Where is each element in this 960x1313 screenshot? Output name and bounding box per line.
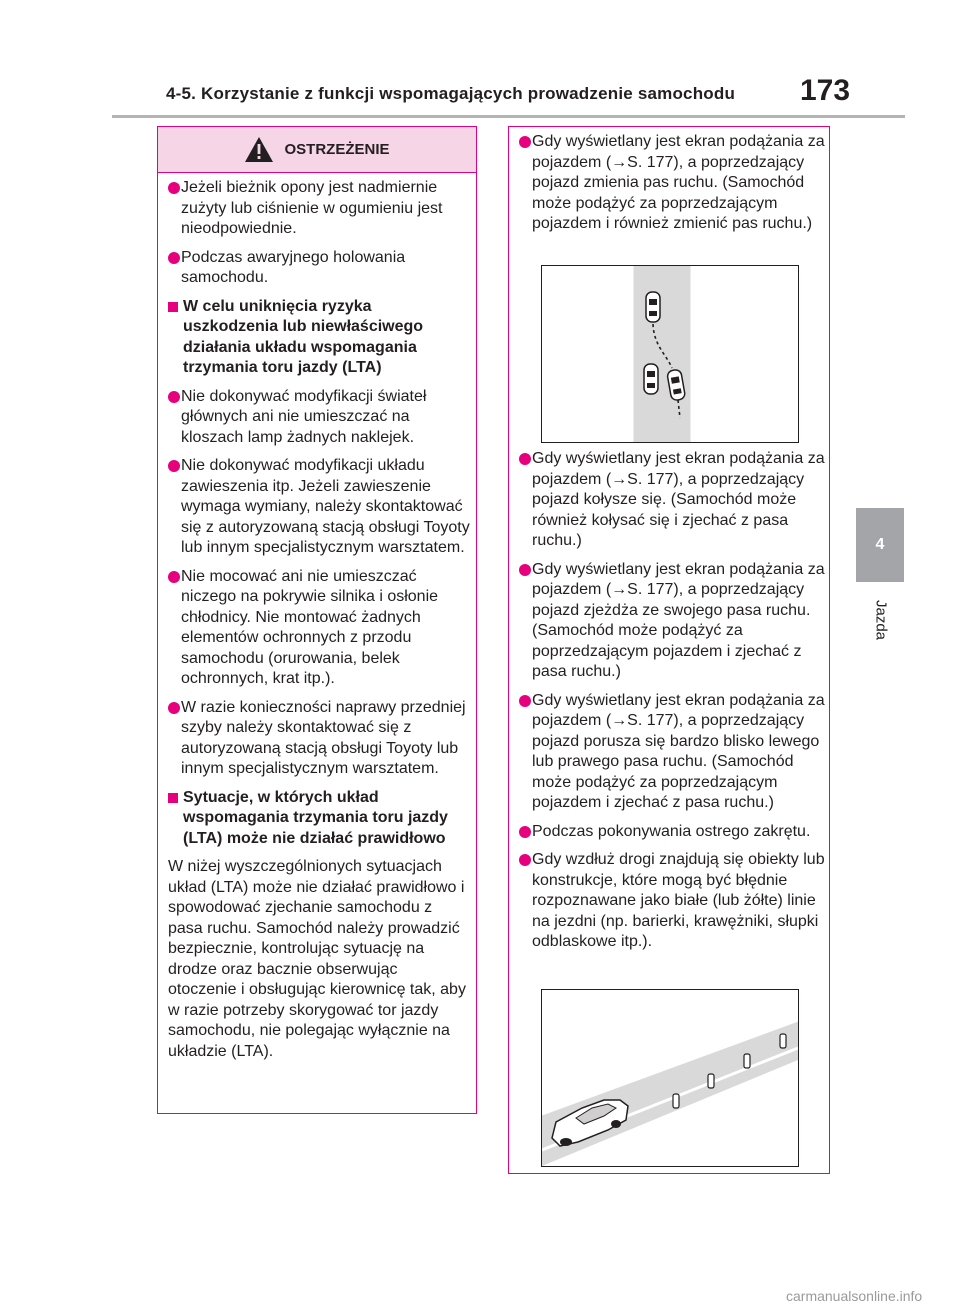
section-heading xyxy=(168,788,470,850)
list-item xyxy=(519,691,825,814)
item-text: Nie mocować ani nie umieszczać niczego na pokrywie silnika i osłonie chłodnicy. Nie montować żadnych elementów ochronnych z przodu samochodu (orurowania, belek ochronnych, krat itp.). xyxy=(181,567,439,687)
bullet-icon xyxy=(519,136,531,148)
roadside-posts-illustration xyxy=(541,989,799,1167)
list-item xyxy=(168,567,470,690)
item-text: Podczas pokonywania ostrego zakrętu. xyxy=(532,822,811,840)
item-text: Gdy wzdłuż drogi znajdują się obiekty lub konstrukcje, które mogą być błędnie rozpoznawane jako białe (lub żółte) linie na jezdni (np. barierki, krawężniki, słupki odblaskowe itp.). xyxy=(532,851,825,950)
header-rule xyxy=(112,115,905,118)
list-item xyxy=(168,698,470,780)
section-heading xyxy=(168,297,470,379)
item-text: Nie dokonywać modyfikacji układu zawieszenia itp. Jeżeli zawieszenie wymaga wymiany, należy skontaktować się z autoryzowaną stacją obsługi Toyoty lub innym specjalistycznym warsztatem. xyxy=(181,457,470,556)
bullet-icon xyxy=(168,182,180,194)
square-bullet-icon xyxy=(168,793,178,803)
bullet-icon xyxy=(168,460,180,472)
bullet-icon xyxy=(519,453,531,465)
item-text: Gdy wyświetlany jest ekran podążania za pojazdem (→S. 177), a poprzedzający pojazd zmienia pas ruchu. (Samochód może podążyć za poprzedzającym pojazdem i również zmienić pas ruchu.) xyxy=(532,133,825,232)
warning-box-right xyxy=(508,126,830,1174)
list-item xyxy=(168,456,470,559)
left-column xyxy=(168,178,470,1062)
item-text: Gdy wyświetlany jest ekran podążania za pojazdem (→S. 177), a poprzedzający pojazd porusza się bardzo blisko lewego lub prawego pasa ruchu. (Samochód może podążyć za poprzedzającym pojazdem i zjechać z pasa ruchu.) xyxy=(532,691,825,811)
list-item xyxy=(519,132,825,235)
list-item xyxy=(168,387,470,449)
car-ahead-icon xyxy=(646,292,660,322)
right-top-list xyxy=(519,132,825,243)
bullet-icon xyxy=(519,826,531,838)
right-bottom-list xyxy=(519,449,825,961)
bullet-icon xyxy=(519,564,531,576)
page-header-title: 4-5. Korzystanie z funkcji wspomagających prowadzenie samochodu xyxy=(166,84,736,103)
list-item xyxy=(519,822,825,843)
bullet-icon xyxy=(519,854,531,866)
chapter-label xyxy=(866,590,896,650)
item-text: Nie dokonywać modyfikacji świateł głównych ani nie umieszczać na kloszach lamp żadnych naklejek. xyxy=(181,387,427,446)
warning-heading xyxy=(158,127,476,173)
chapter-label-text: Jazda xyxy=(872,599,890,641)
item-text: Gdy wyświetlany jest ekran podążania za pojazdem (→S. 177), a poprzedzający pojazd kołysze się. (Samochód może również kołysać się i zjechać z pasa ruchu.) xyxy=(532,450,825,549)
warning-heading-text: OSTRZEŻENIE xyxy=(284,141,390,158)
bullet-icon xyxy=(168,252,180,264)
bullet-icon xyxy=(168,571,180,583)
bullet-icon xyxy=(168,702,180,714)
warning-box-left xyxy=(157,126,477,1114)
list-item xyxy=(519,449,825,552)
item-text: Podczas awaryjnego holowania samochodu. xyxy=(181,248,406,286)
list-item xyxy=(168,248,470,289)
chapter-tab[interactable] xyxy=(856,508,904,582)
item-text: Jeżeli bieżnik opony jest nadmiernie zużyty lub ciśnienie w ogumieniu jest nieodpowiednie. xyxy=(181,179,443,237)
car-own-icon xyxy=(644,364,658,394)
bullet-icon xyxy=(519,695,531,707)
square-bullet-icon xyxy=(168,302,178,312)
item-text: Gdy wyświetlany jest ekran podążania za pojazdem (→S. 177), a poprzedzający pojazd zjeżdża ze swojego pasa ruchu. (Samochód może podążyć za poprzedzającym pojazdem i zjechać z pasa ruchu.) xyxy=(532,560,825,680)
paragraph: W niżej wyszczególnionych sytuacjach układ (LTA) może nie działać prawidłowo i spowodować zjechanie samochodu z pasa ruchu. Samochód należy prowadzić bezpiecznie, kontrolując sytuację na drodze oraz bacznie obserwując otoczenie i obsługując kierownicę tak, aby w razie potrzeby skorygować tor jazdy samochodu, nie polegając wyłącznie na układzie (LTA). xyxy=(168,858,466,1060)
warning-triangle-icon xyxy=(244,136,274,163)
footer-watermark[interactable]: carmanualsonline.info xyxy=(786,1288,923,1304)
bullet-icon xyxy=(168,391,180,403)
list-item xyxy=(168,178,470,240)
section-heading-text: Sytuacje, w których układ wspomagania trzymania toru jazdy (LTA) może nie działać prawidłowo xyxy=(183,788,448,847)
chapter-number: 4 xyxy=(875,536,885,553)
section-heading-text: W celu uniknięcia ryzyka uszkodzenia lub niewłaściwego działania układu wspomagania trzymania toru jazdy (LTA) xyxy=(183,297,424,376)
list-item xyxy=(519,850,825,953)
item-text: W razie konieczności naprawy przedniej szyby należy skontaktować się z autoryzowaną stacją obsługi Toyoty lub innym specjalistycznym warsztatem. xyxy=(181,698,466,777)
lane-change-svg xyxy=(542,266,798,442)
list-item xyxy=(519,560,825,683)
roadside-posts-svg xyxy=(542,990,798,1166)
lane-change-illustration xyxy=(541,265,799,443)
page-number: 173 xyxy=(800,74,851,107)
